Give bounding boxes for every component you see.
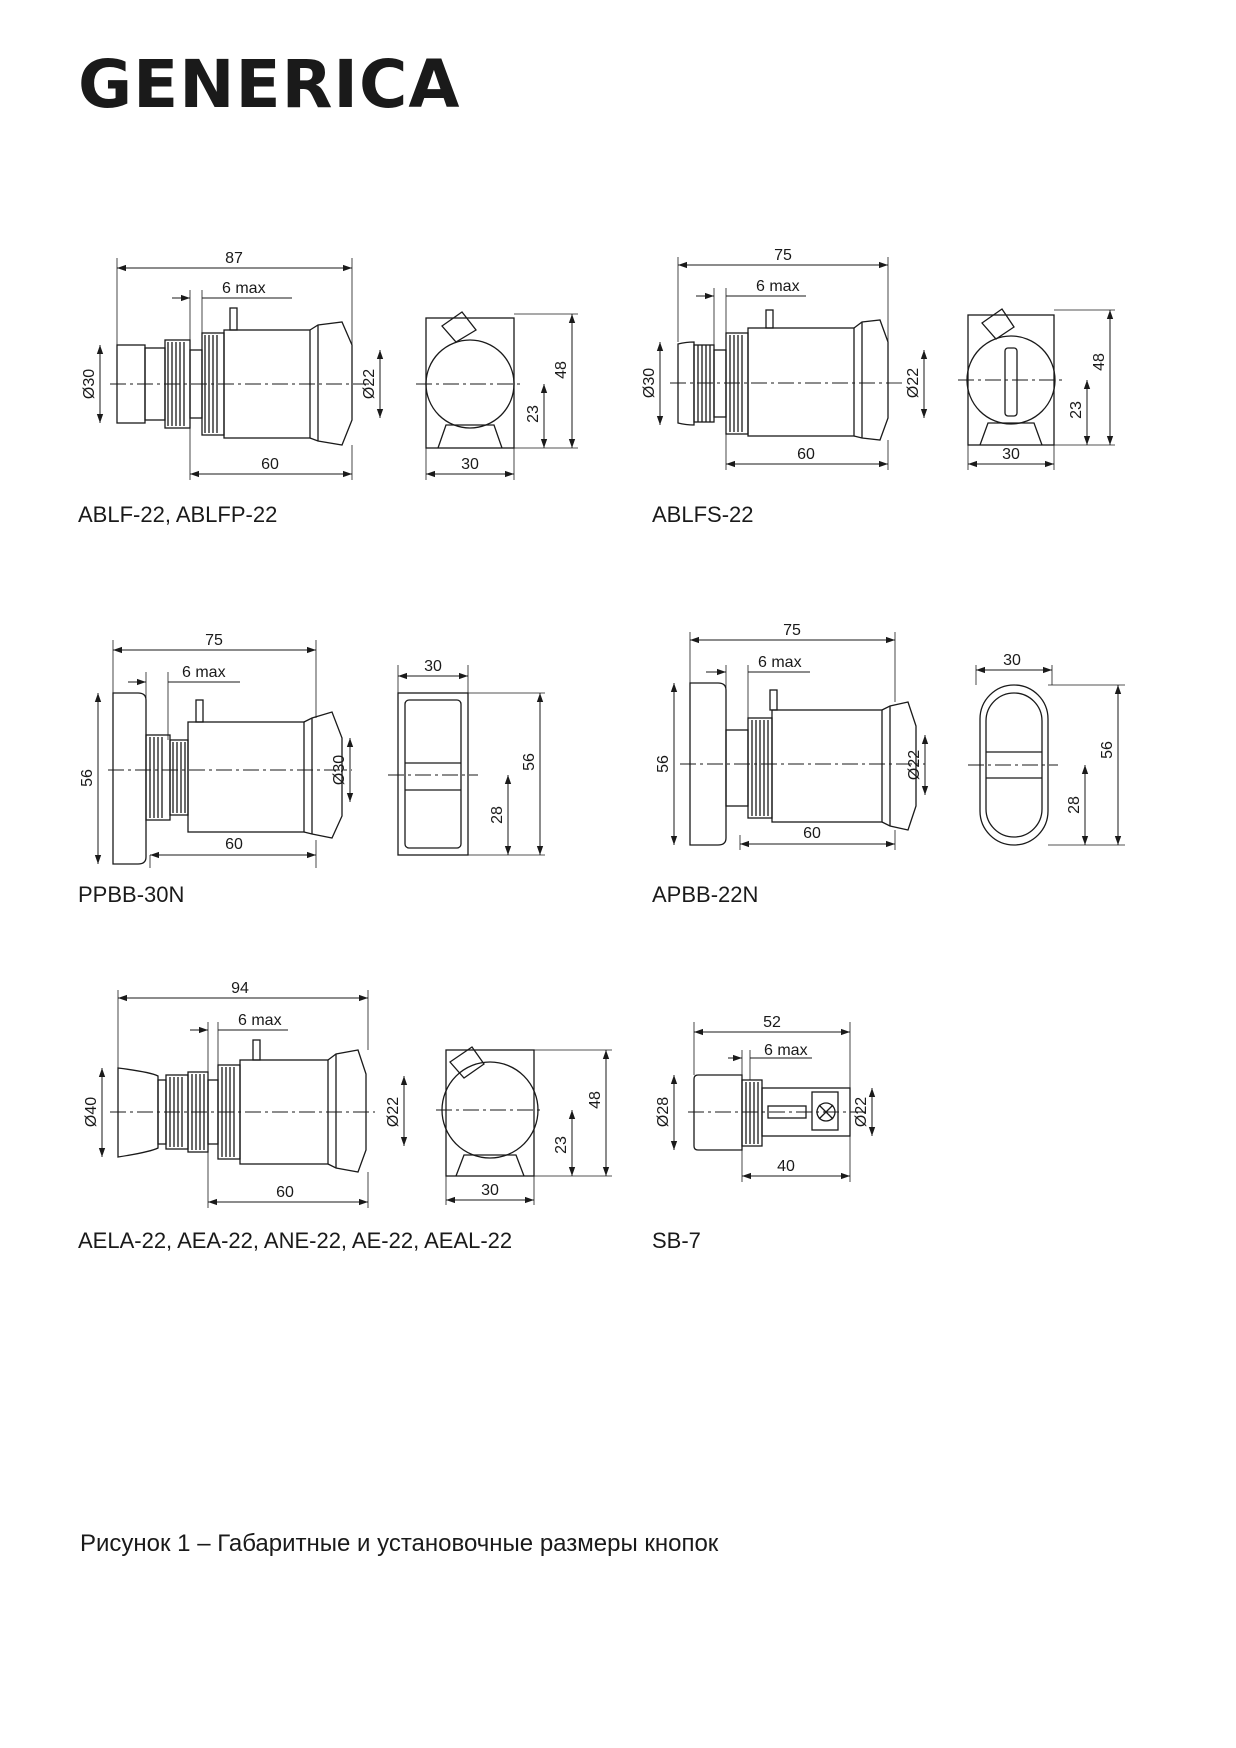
model-caption-apbb: APBB-22N: [652, 882, 759, 907]
dim-dia-button: Ø30: [641, 367, 658, 399]
dim-overall: 75: [774, 247, 792, 264]
ablfs-side-view: [678, 310, 888, 440]
dim-max: 6 max: [764, 1042, 808, 1059]
dim-width: 30: [461, 456, 479, 473]
dim-height-side: 56: [655, 755, 672, 773]
model-caption-ablf: ABLF-22, ABLFP-22: [78, 502, 278, 527]
dimension-labels: [79, 247, 1116, 1201]
extension-lines: [113, 257, 1125, 1208]
dim-dia-button: Ø28: [655, 1096, 672, 1128]
ablf-front-view: [426, 312, 514, 448]
dim-dia-mount: Ø22: [361, 368, 378, 400]
dim-dia-mount: Ø30: [331, 754, 348, 786]
dim-overall: 52: [763, 1014, 781, 1031]
aela-front-view: [442, 1047, 538, 1176]
dim-overall: 75: [205, 632, 223, 649]
ablf-side-view: [117, 308, 352, 445]
dim-body: 60: [225, 836, 243, 853]
dim-max: 6 max: [758, 654, 802, 671]
dim-dia-mount: Ø22: [905, 367, 922, 399]
dim-dia-mount: Ø22: [853, 1096, 870, 1128]
dim-width: 30: [481, 1182, 499, 1199]
dim-center: 23: [525, 405, 542, 423]
dim-height: 48: [553, 361, 570, 379]
brand-logo: GENERICA: [78, 46, 461, 123]
dim-width: 30: [424, 658, 442, 675]
dim-dia-mount: Ø22: [385, 1096, 402, 1128]
dim-body: 60: [797, 446, 815, 463]
dim-body: 40: [777, 1158, 795, 1175]
dim-body: 60: [803, 825, 821, 842]
dim-max: 6 max: [238, 1012, 282, 1029]
dim-center: 28: [489, 806, 506, 824]
ppbb-front-view: [398, 693, 468, 855]
dim-max: 6 max: [182, 664, 226, 681]
dim-overall: 75: [783, 622, 801, 639]
dim-height: 48: [587, 1091, 604, 1109]
dim-body: 60: [276, 1184, 294, 1201]
aela-side-view: [118, 1040, 366, 1172]
dim-dia-button: Ø40: [83, 1096, 100, 1128]
model-caption-ablfs: ABLFS-22: [652, 502, 754, 527]
dim-body: 60: [261, 456, 279, 473]
dim-height: 56: [1099, 741, 1116, 759]
sb7-side-view: [694, 1075, 850, 1150]
dim-height-side: 56: [79, 769, 96, 787]
centerlines: [108, 380, 1064, 1112]
dim-center: 23: [553, 1136, 570, 1154]
model-caption-aela: AELA-22, AEA-22, ANE-22, AE-22, AEAL-22: [78, 1228, 513, 1253]
dim-center: 28: [1066, 796, 1083, 814]
dim-dia-button: Ø30: [81, 368, 98, 400]
dim-overall: 87: [225, 250, 243, 267]
model-caption-sb7: SB-7: [652, 1228, 701, 1253]
dim-overall: 94: [231, 980, 249, 997]
ablfs-front-view: [967, 309, 1055, 445]
dim-dia-mount: Ø22: [906, 749, 923, 781]
figure-caption: Рисунок 1 – Габаритные и установочные размеры кнопок: [80, 1530, 719, 1557]
dim-max: 6 max: [222, 280, 266, 297]
dim-height: 48: [1091, 353, 1108, 371]
dim-max: 6 max: [756, 278, 800, 295]
dim-width: 30: [1002, 446, 1020, 463]
dimension-lines: [98, 265, 1118, 1202]
model-caption-ppbb: PPBB-30N: [78, 882, 185, 907]
dim-center: 23: [1068, 401, 1085, 419]
dim-height: 56: [521, 753, 538, 771]
dim-width: 30: [1003, 652, 1021, 669]
